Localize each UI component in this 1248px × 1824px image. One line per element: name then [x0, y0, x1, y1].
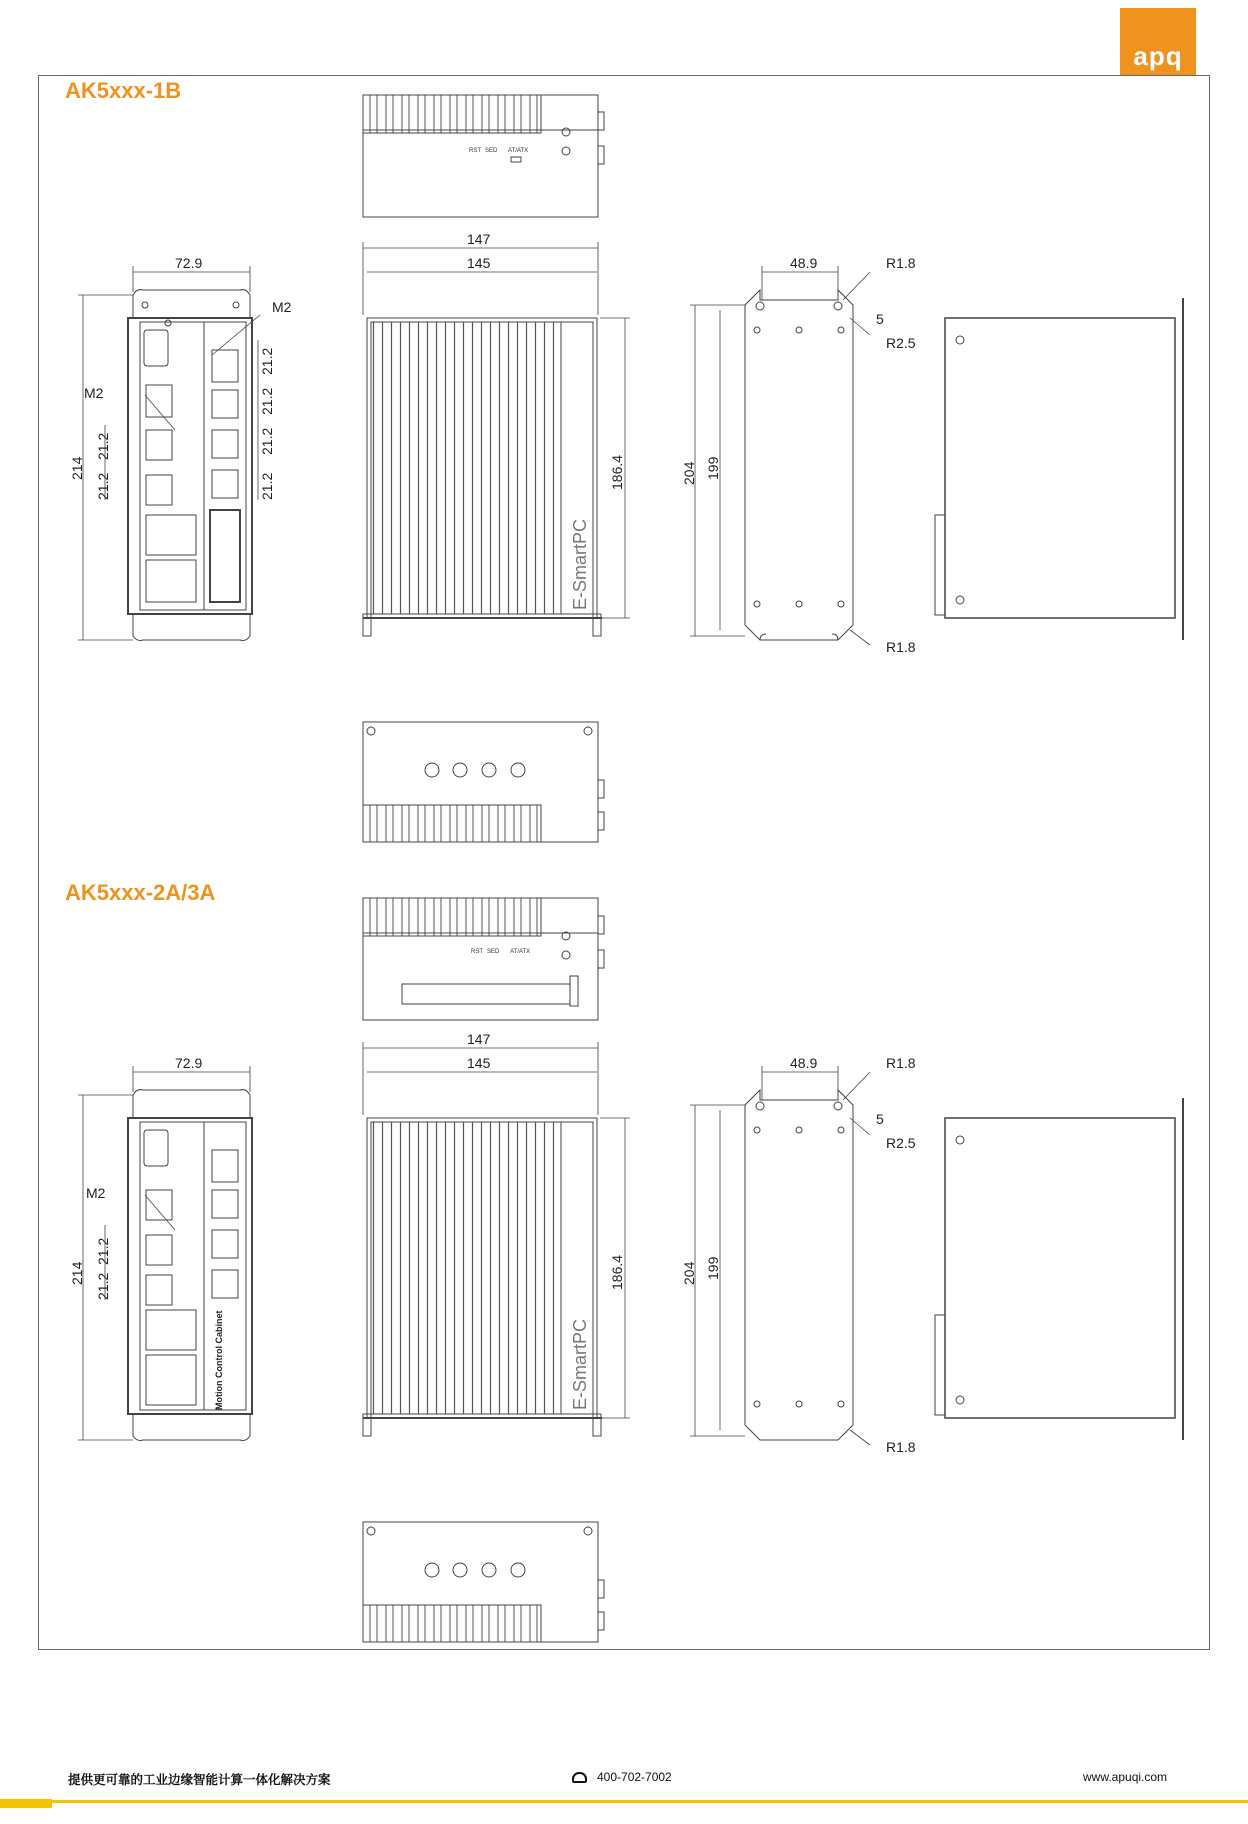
rear-view-2 [935, 1098, 1183, 1440]
dim-width-1: 72.9 [175, 255, 203, 271]
sed-label-2: SED [487, 949, 500, 955]
bracket-plate-1 [745, 290, 853, 640]
esmart-label-1: E-SmartPC [570, 518, 590, 610]
dim-pitch-1d: 21.2 [259, 387, 275, 415]
dim-pitch-2a: 21.2 [95, 1237, 111, 1265]
footer-phone-number: 400-702-7002 [597, 1770, 672, 1784]
dim-depth-outer-1: 147 [467, 231, 491, 247]
phone-icon [572, 1772, 587, 1783]
dim-depth-inner-2: 145 [467, 1055, 491, 1071]
atatx-label: AT/ATX [508, 148, 529, 154]
dim-radius-large-1: R2.5 [886, 335, 916, 351]
dim-radius-small-2a: R1.8 [886, 1055, 916, 1071]
rst-label-2: RST [471, 949, 483, 955]
dim-radius-small-1b: R1.8 [886, 639, 916, 655]
motion-cabinet-label: Motion Control Cabinet [214, 1310, 224, 1410]
footer-phone [572, 1770, 672, 1784]
dim-height-2: 214 [69, 1261, 85, 1285]
footer-slogan: 提供更可靠的工业边缘智能计算一体化解决方案 [68, 1773, 331, 1787]
rst-label: RST [469, 148, 481, 154]
top-side-view-2 [363, 898, 604, 1020]
brand-logo: apq [1120, 8, 1196, 76]
dim-screw-1a: M2 [272, 299, 292, 315]
dim-pitch-2b: 21.2 [95, 1272, 111, 1300]
dim-radius-small-1a: R1.8 [886, 255, 916, 271]
dim-offset-2: 5 [876, 1111, 884, 1127]
bottom-side-view-1 [363, 722, 604, 842]
dim-bracket-inner-2: 199 [705, 1256, 721, 1280]
dim-screw-1b: M2 [84, 385, 104, 401]
dim-radius-large-2: R2.5 [886, 1135, 916, 1151]
dim-pitch-1e: 21.2 [259, 427, 275, 455]
dim-offset-1: 5 [876, 311, 884, 327]
rear-view-1 [935, 298, 1183, 640]
section-title-1b: AK5xxx-1B [65, 78, 182, 103]
dim-body-height-2: 186.4 [609, 1254, 625, 1290]
bottom-side-view-2 [363, 1522, 604, 1642]
footer-website[interactable]: www.apuqi.com [1083, 1770, 1168, 1784]
dim-width-2: 72.9 [175, 1055, 203, 1071]
footer-accent [0, 1799, 52, 1808]
dim-radius-small-2b: R1.8 [886, 1439, 916, 1455]
dim-bracket-width-1: 48.9 [790, 255, 818, 271]
front-view-2 [128, 1090, 252, 1441]
front-view-1 [128, 290, 252, 641]
dim-bracket-outer-2: 204 [681, 1261, 697, 1285]
section-title-2a3a: AK5xxx-2A/3A [65, 880, 216, 905]
dim-pitch-1c: 21.2 [259, 347, 275, 375]
top-side-view-1 [363, 95, 604, 217]
dim-bracket-inner-1: 199 [705, 456, 721, 480]
dim-pitch-1a: 21.2 [95, 432, 111, 460]
atatx-label-2: AT/ATX [510, 949, 531, 955]
sed-label: SED [485, 148, 498, 154]
dim-bracket-width-2: 48.9 [790, 1055, 818, 1071]
dim-height-1: 214 [69, 456, 85, 480]
dim-screw-2: M2 [86, 1185, 106, 1201]
dim-bracket-outer-1: 204 [681, 461, 697, 485]
esmart-label-2: E-SmartPC [570, 1318, 590, 1410]
dim-pitch-1b: 21.2 [95, 472, 111, 500]
dim-pitch-1f: 21.2 [259, 472, 275, 500]
dim-body-height-1: 186.4 [609, 454, 625, 490]
side-fin-view-1 [363, 318, 602, 636]
side-fin-view-2 [363, 1118, 602, 1436]
footer-bar [0, 1800, 1248, 1803]
dim-depth-inner-1: 145 [467, 255, 491, 271]
dim-depth-outer-2: 147 [467, 1031, 491, 1047]
bracket-plate-2 [745, 1090, 853, 1440]
